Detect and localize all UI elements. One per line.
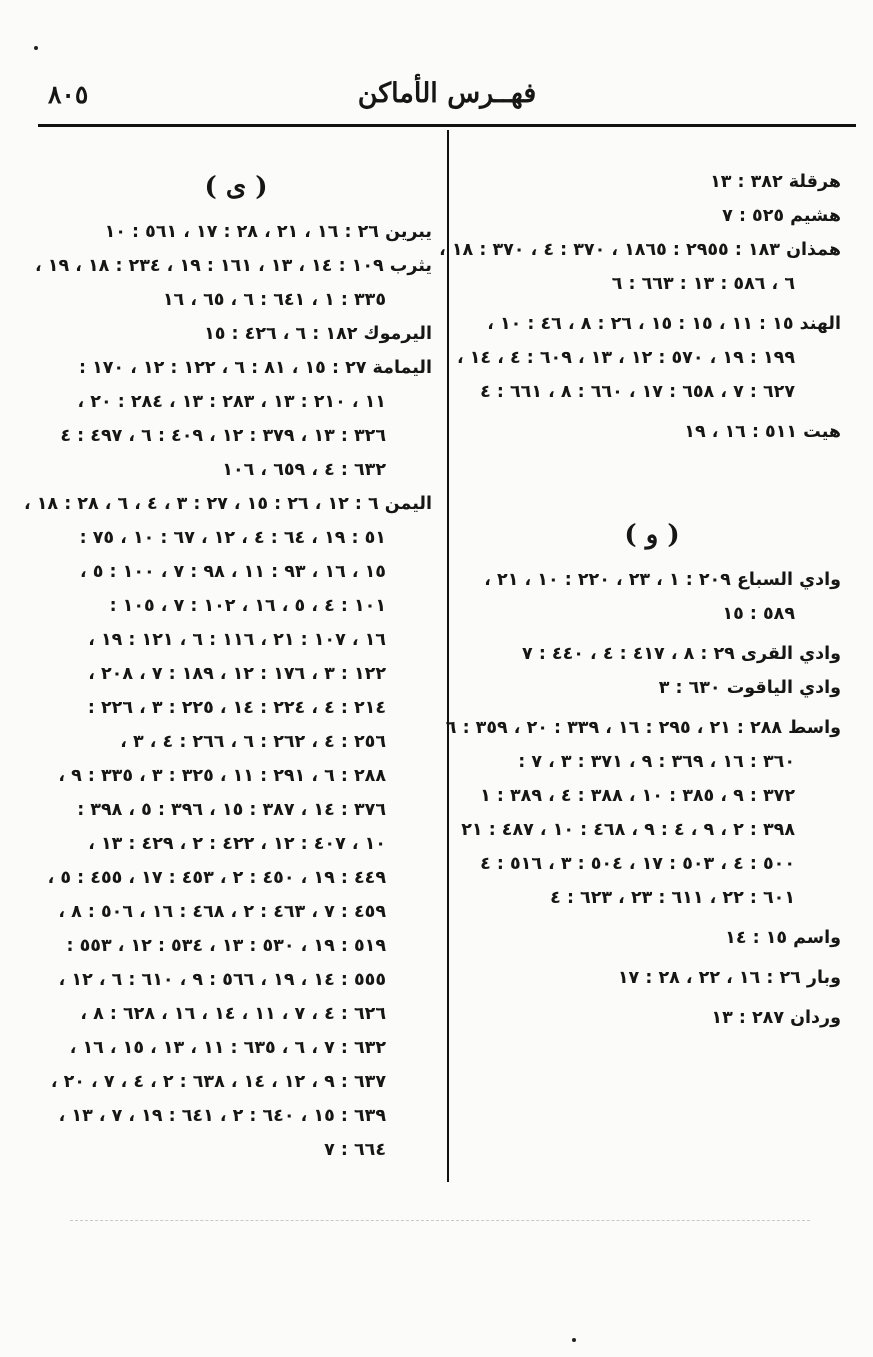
index-entry-continuation: ١١ ، ٢١٠ : ١٣ ، ٢٨٣ : ١٣ ، ٢٨٤ : ٢٠ ، bbox=[77, 392, 386, 412]
index-entry: اليمن ٦ : ١٢ ، ٢٦ : ١٥ ، ٢٧ : ٣ ، ٤ ، ٦ ، ٢٨ : ١٨ ، bbox=[23, 494, 432, 514]
index-entry: الهند ١٥ : ١١ ، ١٥ : ١٥ ، ٢٦ : ٨ ، ٤٦ : ١٠ ، bbox=[487, 314, 841, 334]
index-entry-continuation: ٦٢٦ : ٤ ، ٧ ، ١١ ، ١٤ ، ١٦ ، ٦٢٨ : ٨ ، bbox=[80, 1004, 386, 1024]
index-entry-continuation: ٥٥٥ : ١٤ ، ١٩ ، ٥٦٦ : ٩ ، ٦١٠ : ٦ ، ١٢ ، bbox=[58, 970, 386, 990]
page-number: ٨٠٥ bbox=[48, 80, 89, 109]
index-entry: وادي السباع ٢٠٩ : ١ ، ٢٣ ، ٢٢٠ : ١٠ ، ٢١ ، bbox=[484, 570, 841, 590]
index-entry-continuation: ٦٠١ : ٢٢ ، ٦١١ : ٢٣ ، ٦٢٣ : ٤ bbox=[550, 888, 795, 908]
index-entry: هرقلة ٣٨٢ : ١٣ bbox=[710, 172, 841, 192]
index-entry-continuation: ١٦ ، ١٠٧ : ٢١ ، ١١٦ : ٦ ، ١٢١ : ١٩ ، bbox=[88, 630, 386, 650]
index-entry-continuation: ٦٣٧ : ٩ ، ١٢ ، ١٤ ، ٦٣٨ : ٢ ، ٤ ، ٧ ، ٢٠ ، bbox=[50, 1072, 386, 1092]
header-rule bbox=[38, 124, 856, 127]
index-entry-continuation: ٦٢٧ : ٧ ، ٦٥٨ : ١٧ ، ٦٦٠ : ٨ ، ٦٦١ : ٤ bbox=[480, 382, 795, 402]
page-header bbox=[38, 78, 856, 120]
scan-speck bbox=[572, 1338, 576, 1342]
index-entry: هيت ٥١١ : ١٦ ، ١٩ bbox=[684, 422, 841, 442]
right-column bbox=[439, 165, 841, 1035]
index-entry: واسط ٢٨٨ : ٢١ ، ٢٩٥ : ١٦ ، ٣٣٩ : ٢٠ ، ٣٥٩ : ٦ bbox=[445, 718, 841, 738]
index-entry: اليرموك ١٨٢ : ٦ ، ٤٢٦ : ١٥ bbox=[204, 324, 432, 344]
index-entry-continuation: ٢١٤ : ٤ ، ٢٢٤ : ١٤ ، ٢٢٥ : ٣ ، ٢٢٦ : bbox=[87, 698, 386, 718]
index-entry-continuation: ٥٨٩ : ١٥ bbox=[722, 604, 795, 624]
index-entry-continuation: ٥١ : ١٩ ، ٦٤ : ٤ ، ١٢ ، ٦٧ : ١٠ ، ٧٥ : bbox=[79, 528, 386, 548]
index-entry-continuation: ٦ ، ٥٨٦ : ١٣ : ٦٦٣ : ٦ bbox=[611, 274, 795, 294]
index-entry-continuation: ١٩٩ : ١٩ ، ٥٧٠ : ١٢ ، ١٣ ، ٦٠٩ : ٤ ، ١٤ ، bbox=[456, 348, 795, 368]
index-entry-continuation: ٦٣٢ : ٧ ، ٦ ، ٦٣٥ : ١١ ، ١٣ ، ١٥ ، ١٦ ، bbox=[69, 1038, 386, 1058]
index-entry: وبار ٢٦ : ١٦ ، ٢٢ ، ٢٨ : ١٧ bbox=[617, 968, 841, 988]
index-entry-continuation: ٣٩٨ : ٢ ، ٩ ، ٤ : ٩ ، ٤٦٨ : ١٠ ، ٤٨٧ : ٢١ bbox=[461, 820, 795, 840]
index-entry-continuation: ١٢٢ : ٣ ، ١٧٦ : ١٢ ، ١٨٩ : ٧ ، ٢٠٨ ، bbox=[88, 664, 386, 684]
index-entry-continuation: ١٠١ : ٤ ، ٥ ، ١٦ ، ١٠٢ : ٧ ، ١٠٥ : bbox=[109, 596, 386, 616]
index-entry: وادي القرى ٢٩ : ٨ ، ٤١٧ : ٤ ، ٤٤٠ : ٧ bbox=[522, 644, 841, 664]
index-entry: يبرين ٢٦ : ١٦ ، ٢١ ، ٢٨ : ١٧ ، ٥٦١ : ١٠ bbox=[104, 222, 432, 242]
section-heading-waw: ( و ) bbox=[624, 520, 680, 550]
column-divider bbox=[447, 130, 449, 1182]
section-heading-ya: ( ى ) bbox=[204, 172, 268, 202]
index-entry-continuation: ٤٤٩ : ١٩ ، ٤٥٠ : ٢ ، ٤٥٣ : ١٧ ، ٤٥٥ : ٥ ، bbox=[47, 868, 386, 888]
index-entry-continuation: ٦٣٢ : ٤ ، ٦٥٩ ، ١٠٦ bbox=[222, 460, 386, 480]
index-entry-continuation: ٤٥٩ : ٧ ، ٤٦٣ : ٢ ، ٤٦٨ : ١٦ ، ٥٠٦ : ٨ ، bbox=[58, 902, 386, 922]
index-entry-continuation: ٣٢٦ : ١٣ ، ٣٧٩ : ١٢ ، ٤٠٩ : ٦ ، ٤٩٧ : ٤ bbox=[60, 426, 386, 446]
index-entry-continuation: ٣٧٦ : ١٤ ، ٣٨٧ : ١٥ ، ٣٩٦ : ٥ ، ٣٩٨ : bbox=[77, 800, 386, 820]
index-entry: هشيم ٥٢٥ : ٧ bbox=[722, 206, 841, 226]
index-entry-continuation: ٣٧٢ : ٩ ، ٣٨٥ : ١٠ ، ٣٨٨ : ٤ ، ٣٨٩ : ١ bbox=[480, 786, 795, 806]
index-entry-continuation: ٥١٩ : ١٩ ، ٥٣٠ : ١٣ ، ٥٣٤ : ١٢ ، ٥٥٣ : bbox=[66, 936, 386, 956]
index-entry-continuation: ٦٣٩ : ١٥ ، ٦٤٠ : ٢ ، ٦٤١ : ١٩ ، ٧ ، ١٣ ، bbox=[58, 1106, 386, 1126]
index-entry-continuation: ٢٨٨ : ٦ ، ٢٩١ : ١١ ، ٣٢٥ : ٣ ، ٣٣٥ : ٩ ، bbox=[58, 766, 386, 786]
index-entry: اليمامة ٢٧ : ١٥ ، ٨١ : ٦ ، ١٢٢ : ١٢ ، ١٧٠ : bbox=[78, 358, 432, 378]
index-entry: وردان ٢٨٧ : ١٣ bbox=[711, 1008, 841, 1028]
page-title: فهــرس الأماكن bbox=[357, 78, 537, 109]
index-entry-continuation: ٦٦٤ : ٧ bbox=[324, 1140, 386, 1160]
bottom-scan-line bbox=[70, 1220, 810, 1221]
left-column bbox=[23, 165, 432, 1167]
index-entry-continuation: ٥٠٠ : ٤ ، ٥٠٣ : ١٧ ، ٥٠٤ : ٣ ، ٥١٦ : ٤ bbox=[480, 854, 795, 874]
index-entry: همذان ١٨٣ : ٢٩٥٥ : ١٨٦٥ ، ٣٧٠ : ٤ ، ٣٧٠ : ١٨ ، bbox=[439, 240, 841, 260]
index-entry-continuation: ٣٦٠ : ١٦ ، ٣٦٩ : ٩ ، ٣٧١ : ٣ ، ٧ : bbox=[518, 752, 795, 772]
index-entry: وادي الياقوت ٦٣٠ : ٣ bbox=[658, 678, 841, 698]
index-entry: يثرب ١٠٩ : ١٤ ، ١٣ ، ١٦١ : ١٩ ، ٢٣٤ : ١٨ ، ١٩ ، bbox=[35, 256, 432, 276]
index-entry: واسم ١٥ : ١٤ bbox=[725, 928, 841, 948]
index-entry-continuation: ١٥ ، ١٦ ، ٩٣ : ١١ ، ٩٨ : ٧ ، ١٠٠ : ٥ ، bbox=[80, 562, 386, 582]
index-entry-continuation: ٣٣٥ : ١ ، ٦٤١ : ٦ ، ٦٥ ، ١٦ bbox=[162, 290, 386, 310]
index-entry-continuation: ٢٥٦ : ٤ ، ٢٦٢ : ٦ ، ٢٦٦ : ٤ ، ٣ ، bbox=[120, 732, 386, 752]
index-entry-continuation: ١٠ ، ٤٠٧ : ١٢ ، ٤٢٢ : ٢ ، ٤٢٩ : ١٣ ، bbox=[88, 834, 386, 854]
scan-speck bbox=[34, 46, 38, 50]
